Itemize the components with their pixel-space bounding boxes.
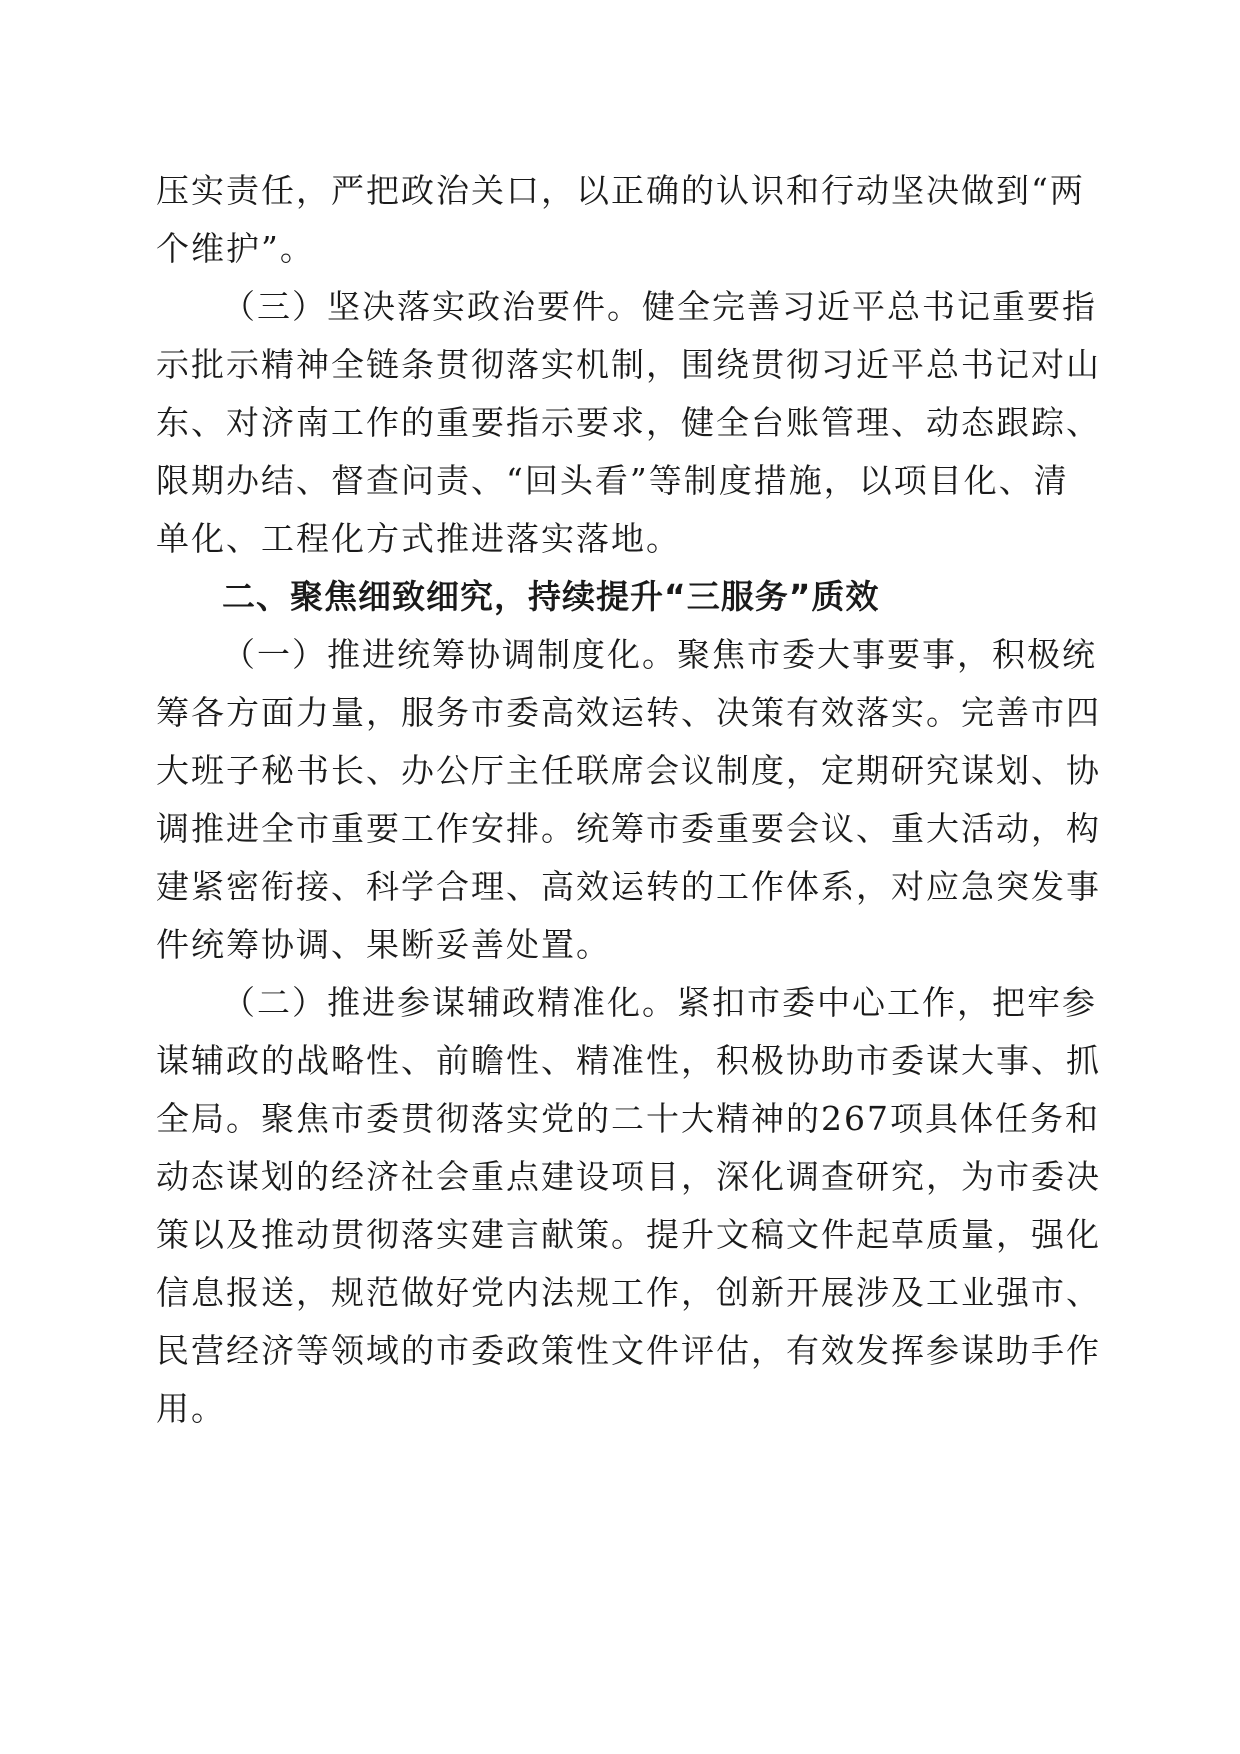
section-3-heading-line: （三）坚决落实政治要件。健全完善习近平总书记重要指: [222, 287, 1097, 326]
body-text-line: 件统筹协调、果断妥善处置。: [156, 925, 611, 964]
body-text-line: 个维护”。: [156, 229, 315, 268]
chapter-heading: 二、聚焦细致细究，持续提升“三服务”质效: [222, 577, 880, 616]
body-text-line: 用。: [156, 1389, 226, 1428]
body-text-line: 限期办结、督查问责、“回头看”等制度措施，以项目化、清: [156, 461, 1069, 500]
body-text-line: 调推进全市重要工作安排。统筹市委重要会议、重大活动，构: [156, 809, 1101, 848]
body-text-line: 信息报送，规范做好党内法规工作，创新开展涉及工业强市、: [156, 1273, 1101, 1312]
section-1-heading-line: （一）推进统筹协调制度化。聚焦市委大事要事，积极统: [222, 635, 1097, 674]
body-text-line: 建紧密衔接、科学合理、高效运转的工作体系，对应急突发事: [156, 867, 1101, 906]
body-text-line: 策以及推动贯彻落实建言献策。提升文稿文件起草质量，强化: [156, 1215, 1101, 1254]
body-text-line: 谋辅政的战略性、前瞻性、精准性，积极协助市委谋大事、抓: [156, 1041, 1101, 1080]
body-text-line: 示批示精神全链条贯彻落实机制，围绕贯彻习近平总书记对山: [156, 345, 1101, 384]
body-text-line: 动态谋划的经济社会重点建设项目，深化调查研究，为市委决: [156, 1157, 1101, 1196]
section-2-heading-line: （二）推进参谋辅政精准化。紧扣市委中心工作，把牢参: [222, 983, 1097, 1022]
body-text-line: 全局。聚焦市委贯彻落实党的二十大精神的267项具体任务和: [156, 1099, 1100, 1138]
body-text-line: 筹各方面力量，服务市委高效运转、决策有效落实。完善市四: [156, 693, 1101, 732]
body-text-line: 东、对济南工作的重要指示要求，健全台账管理、动态跟踪、: [156, 403, 1101, 442]
body-text-line: 单化、工程化方式推进落实落地。: [156, 519, 681, 558]
body-text-line: 压实责任，严把政治关口，以正确的认识和行动坚决做到“两: [156, 171, 1085, 210]
body-text-line: 民营经济等领域的市委政策性文件评估，有效发挥参谋助手作: [156, 1331, 1101, 1370]
body-text-line: 大班子秘书长、办公厅主任联席会议制度，定期研究谋划、协: [156, 751, 1101, 790]
